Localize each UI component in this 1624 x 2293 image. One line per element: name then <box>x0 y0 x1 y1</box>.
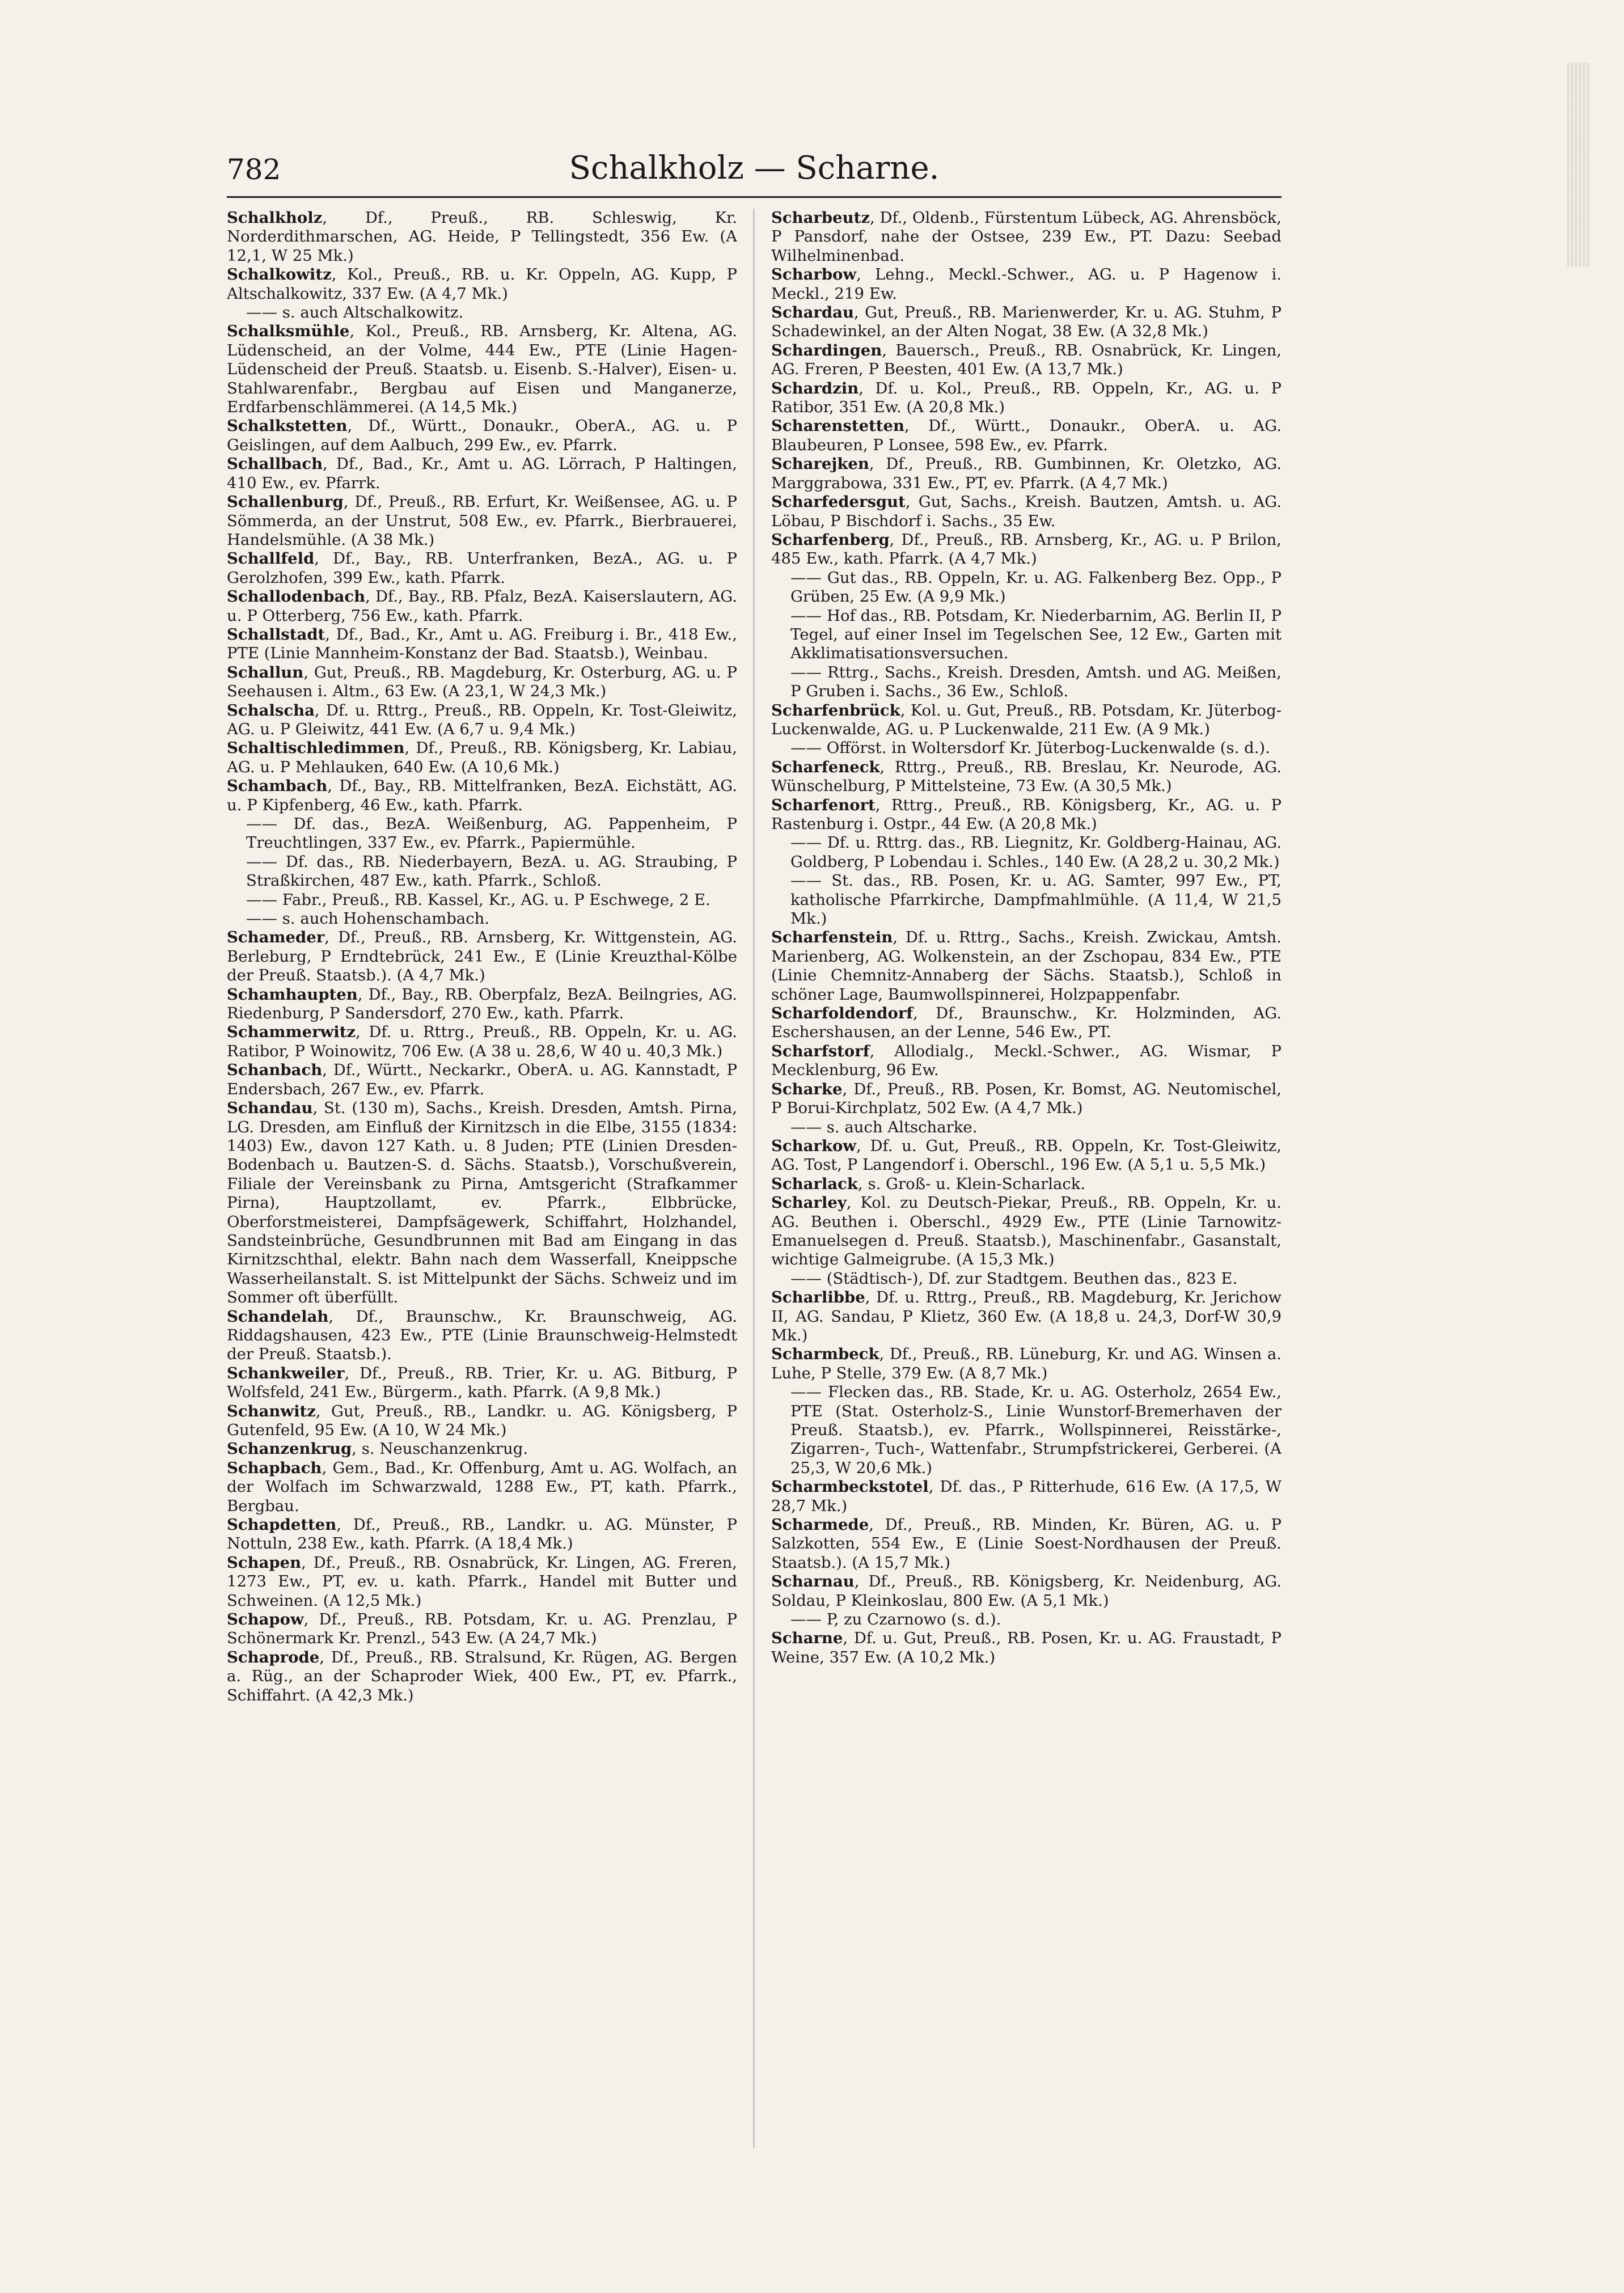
dictionary-entry <box>227 928 737 985</box>
entry-headword: Schalkowitz <box>227 265 332 284</box>
dictionary-entry <box>771 663 1282 701</box>
entry-headword: Scharmbeck <box>771 1345 879 1364</box>
entry-headword: Schapbach <box>227 1458 322 1477</box>
entry-text: —— s. auch Altscharke. <box>790 1118 978 1136</box>
entry-text: , Df., Württ., Donaukr., OberA. u. AG. Blaubeuren, P Lonsee, 598 Ew., ev. Pfarrk. <box>771 417 1282 454</box>
entry-headword: Scharfenort <box>771 796 876 814</box>
right-column <box>771 209 1282 2165</box>
dictionary-entry <box>227 909 737 928</box>
dictionary-entry <box>227 985 737 1023</box>
dictionary-entry <box>227 209 737 265</box>
entry-text: , Df., Preuß., RB. Potsdam, Kr. u. AG. Prenzlau, P Schönermark Kr. Prenzl., 543 Ew. (A 24,7 Mk.) <box>227 1610 737 1648</box>
entry-text: , Df., Preuß., RB. Gumbinnen, Kr. Oletzko, AG. Marggrabowa, 331 Ew., PT, ev. Pfarrk. (A 4,7 Mk.) <box>771 455 1282 492</box>
entry-text: —— Rttrg., Sachs., Kreish. Dresden, Amtsh. und AG. Meißen, P Gruben i. Sachs., 36 Ew., Schloß. <box>790 663 1282 701</box>
dictionary-entry <box>227 1402 737 1440</box>
entry-headword: Schameder <box>227 928 325 947</box>
entry-text: , Df. u. Rttrg., Preuß., RB. Oppeln, Kr. Tost-Gleiwitz, AG. u. P Gleiwitz, 441 Ew. (A 6,7 u. 9,4 Mk.) <box>227 701 737 738</box>
dictionary-entry <box>227 265 737 303</box>
left-column <box>227 209 737 2165</box>
entry-headword: Scharfenberg <box>771 530 890 549</box>
dictionary-entry <box>227 1648 737 1705</box>
entry-headword: Schallun <box>227 663 304 682</box>
entry-text: , Df. das., P Ritterhude, 616 Ew. (A 17,5, W 28,7 Mk.) <box>771 1478 1282 1515</box>
dictionary-entry <box>771 1042 1282 1080</box>
entry-headword: Schandelah <box>227 1307 329 1326</box>
entry-text: , Df., Preuß., RB. Lüneburg, Kr. und AG. Winsen a. Luhe, P Stelle, 379 Ew. (A 8,7 Mk.) <box>771 1345 1282 1382</box>
entry-headword: Schallfeld <box>227 549 315 568</box>
dictionary-entry <box>227 853 737 891</box>
dictionary-entry <box>771 341 1282 379</box>
entry-headword: Scharlibbe <box>771 1288 865 1307</box>
entry-text: , s. Neuschanzenkrug. <box>352 1440 528 1458</box>
page-number: 782 <box>227 153 281 186</box>
entry-text: , Df., Bay., RB. Pfalz, BezA. Kaiserslautern, AG. u. P Otterberg, 756 Ew., kath. Pfarrk. <box>227 587 737 625</box>
entry-text: , Df., Bay., RB. Unterfranken, BezA., AG. u. P Gerolzhofen, 399 Ew., kath. Pfarrk. <box>227 549 737 587</box>
header-rule <box>227 196 1282 198</box>
dictionary-entry <box>771 1516 1282 1572</box>
dictionary-entry <box>771 1610 1282 1629</box>
entry-text: , Df. u. Gut, Preuß., RB. Oppeln, Kr. Tost-Gleiwitz, AG. Tost, P Langendorf i. Oberschl., 196 Ew. (A 5,1 u. 5,5 Mk.) <box>771 1136 1282 1174</box>
entry-text: , Kol., Preuß., RB. u. Kr. Oppeln, AG. Kupp, P Altschalkowitz, 337 Ew. (A 4,7 Mk.) <box>227 265 737 303</box>
entry-text: , Df., Preuß., RB. Königsberg, Kr. Neidenburg, AG. Soldau, P Kleinkoslau, 800 Ew. (A 5,1 Mk.) <box>771 1572 1282 1610</box>
entry-text: —— Df. das., BezA. Weißenburg, AG. Pappenheim, P Treuchtlingen, 337 Ew., ev. Pfarrk., Papiermühle. <box>246 815 737 852</box>
entry-headword: Schardau <box>771 303 854 322</box>
entry-headword: Scharfenbrück <box>771 701 900 720</box>
entry-headword: Schamhaupten <box>227 985 358 1004</box>
dictionary-entry <box>227 1308 737 1364</box>
dictionary-entry <box>771 796 1282 834</box>
entry-text: , Df., Braunschw., Kr. Braunschweig, AG. Riddagshausen, 423 Ew., PTE (Linie Braunschweig-Helmstedt der Preuß. Staatsb.). <box>227 1307 737 1364</box>
entry-text: , Gut, Preuß., RB., Landkr. u. AG. Königsberg, P Gutenfeld, 95 Ew. (A 10, W 24 Mk.) <box>227 1402 737 1439</box>
entry-headword: Schanzenkrug <box>227 1440 352 1458</box>
dictionary-entry <box>771 1080 1282 1118</box>
page-header <box>227 142 1282 198</box>
text-columns <box>227 209 1282 2165</box>
dictionary-entry <box>227 1023 737 1061</box>
entry-headword: Scharbeutz <box>771 209 870 227</box>
dictionary-entry <box>771 1118 1282 1137</box>
dictionary-entry <box>227 1099 737 1307</box>
entry-text: , Df., Preuß., RB. Minden, Kr. Büren, AG. u. P Salzkotten, 554 Ew., E (Linie Soest-Nordhausen der Preuß. Staatsb.). (A 15,7 Mk.) <box>771 1516 1282 1572</box>
entry-text: , Gem., Bad., Kr. Offenburg, Amt u. AG. Wolfach, an der Wolfach im Schwarzwald, 1288 Ew., PT, kath. Pfarrk., Bergbau. <box>227 1458 737 1515</box>
dictionary-entry <box>771 303 1282 341</box>
entry-text: , Df., Preuß., RB. Posen, Kr. Bomst, AG. Neutomischel, P Borui-Kirchplatz, 502 Ew. (A 4,7 Mk.) <box>771 1080 1282 1118</box>
entry-headword: Schapow <box>227 1610 304 1629</box>
dictionary-entry <box>771 569 1282 607</box>
entry-headword: Scharne <box>771 1629 843 1648</box>
entry-headword: Schaltischledimmen <box>227 739 405 758</box>
dictionary-entry <box>227 1610 737 1648</box>
dictionary-entry <box>771 417 1282 455</box>
entry-text: , Df., Preuß., RB. Trier, Kr. u. AG. Bitburg, P Wolfsfeld, 241 Ew., Bürgerm., kath. Pfarrk. (A 9,8 Mk.) <box>227 1364 737 1402</box>
dictionary-entry <box>227 1516 737 1554</box>
entry-text: , Kol. zu Deutsch-Piekar, Preuß., RB. Oppeln, Kr. u. AG. Beuthen i. Oberschl., 4929 Ew., PTE (Linie Tarnowitz-Emanuelsegen d. Preuß. Staatsb.), Maschinenfabr., Gasanstalt, wichtige Galmeigrube. (A 15,3 Mk.) <box>771 1194 1282 1269</box>
dictionary-entry <box>227 1061 737 1099</box>
entry-headword: Scharmbeckstotel <box>771 1478 929 1496</box>
entry-text: , Allodialg., Meckl.-Schwer., AG. Wismar, P Mecklenburg, 96 Ew. <box>771 1042 1282 1080</box>
entry-text: , Df., Bay., RB. Mittelfranken, BezA. Eichstätt, AG. u. P Kipfenberg, 46 Ew., kath. Pfarrk. <box>227 777 737 814</box>
entry-headword: Schardingen <box>771 341 882 359</box>
entry-text: , Kol., Preuß., RB. Arnsberg, Kr. Altena, AG. Lüdenscheid, an der Volme, 444 Ew., PTE (Linie Hagen-Lüdenscheid der Preuß. Staatsb. u. Eisenb. S.-Halver), Eisen- u. Stahlwarenfabr., Bergbau auf Eisen und Manganerze, Erdfarbenschlämmerei. (A 14,5 Mk.) <box>227 322 737 417</box>
dictionary-entry <box>771 455 1282 493</box>
dictionary-entry <box>771 493 1282 531</box>
dictionary-entry <box>771 1288 1282 1345</box>
entry-text: —— P, zu Czarnowo (s. d.). <box>790 1610 1001 1629</box>
dictionary-entry <box>227 739 737 777</box>
dictionary-entry <box>771 209 1282 265</box>
entry-text: , Rttrg., Preuß., RB. Breslau, Kr. Neurode, AG. Wünschelburg, P Mittelsteine, 73 Ew. (A 30,5 Mk.) <box>771 758 1282 796</box>
entry-headword: Scharmede <box>771 1516 869 1534</box>
dictionary-entry <box>771 928 1282 1004</box>
entry-headword: Schambach <box>227 777 328 796</box>
entry-text: —— s. auch Altschalkowitz. <box>246 303 464 322</box>
entry-headword: Schalkholz <box>227 209 323 227</box>
entry-text: , Df., Oldenb., Fürstentum Lübeck, AG. Ahrensböck, P Pansdorf, nahe der Ostsee, 239 Ew., PT. Dazu: Seebad Wilhelminenbad. <box>771 209 1282 265</box>
entry-text: , Df., Bad., Kr., Amt u. AG. Lörrach, P Haltingen, 410 Ew., ev. Pfarrk. <box>227 455 737 492</box>
dictionary-entry <box>771 379 1282 417</box>
entry-text: —— Df. das., RB. Niederbayern, BezA. u. AG. Straubing, P Straßkirchen, 487 Ew., kath. Pfarrk., Schloß. <box>246 852 737 890</box>
entry-text: , Df., Braunschw., Kr. Holzminden, AG. Eschershausen, an der Lenne, 546 Ew., PT. <box>771 1004 1282 1042</box>
entry-text: , Kol. u. Gut, Preuß., RB. Potsdam, Kr. Jüterbog-Luckenwalde, AG. u. P Luckenwalde, 211 Ew. (A 9 Mk.) <box>771 701 1282 738</box>
entry-headword: Schalkstetten <box>227 417 348 435</box>
entry-text: , Df., Preuß., RB. Stralsund, Kr. Rügen, AG. Bergen a. Rüg., an der Schaproder Wiek, 400 Ew., PT, ev. Pfarrk., Schiffahrt. (A 42,3 Mk.) <box>227 1648 737 1704</box>
running-title: Schalkholz — Scharne. <box>569 150 940 187</box>
entry-headword: Scharley <box>771 1194 847 1212</box>
entry-text: , Df., Preuß., RB. Osnabrück, Kr. Lingen, AG. Freren, 1273 Ew., PT, ev. u. kath. Pfarrk., Handel mit Butter und Schweinen. (A 12,5 Mk.) <box>227 1553 737 1610</box>
entry-text: , Df. u. Kol., Preuß., RB. Oppeln, Kr., AG. u. P Ratibor, 351 Ew. (A 20,8 Mk.) <box>771 379 1282 417</box>
entry-text: , Df., Preuß., RB. Schleswig, Kr. Norderdithmarschen, AG. Heide, P Tellingstedt, 356 Ew. (A 12,1, W 25 Mk.) <box>227 209 737 265</box>
entry-text: , Df., Preuß., RB. Königsberg, Kr. Labiau, AG. u. P Mehlauken, 640 Ew. (A 10,6 Mk.) <box>227 739 737 776</box>
dictionary-entry <box>227 1440 737 1458</box>
dictionary-entry <box>771 1004 1282 1042</box>
entry-headword: Schallenburg <box>227 493 344 511</box>
entry-headword: Scharnau <box>771 1572 855 1591</box>
entry-text: , Df., Bad., Kr., Amt u. AG. Freiburg i. Br., 418 Ew., PTE (Linie Mannheim-Konstanz der Bad. Staatsb.), Weinbau. <box>227 625 737 663</box>
dictionary-entry <box>771 739 1282 758</box>
page-edge-shadow <box>1567 62 1590 266</box>
entry-headword: Scharfenstein <box>771 928 893 947</box>
dictionary-entry <box>771 265 1282 303</box>
entry-text: , Df., Preuß., RB. Arnsberg, Kr. Wittgenstein, AG. Berleburg, P Erndtebrück, 241 Ew., E (Linie Kreuzthal-Kölbe der Preuß. Staatsb.). (A 4,7 Mk.) <box>227 928 737 985</box>
entry-headword: Scharfeneck <box>771 758 880 776</box>
dictionary-entry <box>227 701 737 739</box>
dictionary-entry <box>227 1554 737 1610</box>
dictionary-entry <box>771 1345 1282 1383</box>
entry-text: , Gut, Preuß., RB. Magdeburg, Kr. Osterburg, AG. u. P Seehausen i. Altm., 63 Ew. (A 23,1, W 24,3 Mk.) <box>227 663 737 701</box>
entry-text: —— St. das., RB. Posen, Kr. u. AG. Samter, 997 Ew., PT, katholische Pfarrkirche, Dampfmahlmühle. (A 11,4, W 21,5 Mk.) <box>790 871 1282 928</box>
entry-headword: Schaprode <box>227 1648 320 1666</box>
entry-headword: Schardzin <box>771 379 859 397</box>
entry-text: , Df., Bay., RB. Oberpfalz, BezA. Beilngries, AG. Riedenburg, P Sandersdorf, 270 Ew., kath. Pfarrk. <box>227 985 737 1023</box>
entry-text: , Rttrg., Preuß., RB. Königsberg, Kr., AG. u. P Rastenburg i. Ostpr., 44 Ew. (A 20,8 Mk.) <box>771 796 1282 833</box>
dictionary-entry <box>227 493 737 549</box>
entry-headword: Schalscha <box>227 701 315 720</box>
entry-text: , St. (130 m), Sachs., Kreish. Dresden, Amtsh. Pirna, LG. Dresden, am Einfluß der Kirnitzsch in die Elbe, 3155 (1834: 1403) Ew., davon 127 Kath. u. 8 Juden; PTE (Linien Dresden-Bodenbach u. Bautzen-S. d. Sächs. Staatsb.), Vorschußverein, Filiale der Vereinsbank zu Pirna, Amtsgericht (Strafkammer Pirna), Hauptzollamt, ev. Pfarrk., Elbbrücke, Oberforstmeisterei, Dampfsägewerk, Schiffahrt, Holzhandel, Sandsteinbrüche, Gesundbrunnen mit Bad am Eingang in das Kirnitzschthal, elektr. Bahn nach dem Wasserfall, Kneippsche Wasserheilanstalt. S. ist Mittelpunkt der Sächs. Schweiz und im Sommer oft überfüllt. <box>227 1099 737 1307</box>
dictionary-entry <box>227 549 737 587</box>
entry-headword: Scharenstetten <box>771 417 904 435</box>
dictionary-entry <box>771 758 1282 796</box>
dictionary-entry <box>227 1364 737 1402</box>
entry-headword: Schapdetten <box>227 1516 337 1534</box>
entry-text: , Bauersch., Preuß., RB. Osnabrück, Kr. Lingen, AG. Freren, P Beesten, 401 Ew. (A 13,7 Mk.) <box>771 341 1282 379</box>
entry-text: —— s. auch Hohenschambach. <box>246 909 490 928</box>
dictionary-entry <box>771 607 1282 663</box>
entry-text: , Df. u. Rttrg., Preuß., RB. Oppeln, Kr. u. AG. Ratibor, P Woinowitz, 706 Ew. (A 38 u. 28,6, W 40 u. 40,3 Mk.) <box>227 1023 737 1060</box>
entry-headword: Scharke <box>771 1080 843 1098</box>
dictionary-entry <box>771 531 1282 569</box>
dictionary-entry <box>227 777 737 815</box>
entry-text: , Gut, Preuß., RB. Marienwerder, Kr. u. AG. Stuhm, P Schadewinkel, an der Alten Nogat, 38 Ew. (A 32,8 Mk.) <box>771 303 1282 341</box>
entry-headword: Scharejken <box>771 455 869 473</box>
dictionary-entry <box>227 587 737 625</box>
entry-text: —— (Städtisch-), Df. zur Stadtgem. Beuthen das., 823 E. <box>790 1269 1238 1288</box>
entry-headword: Schallstadt <box>227 625 325 644</box>
entry-text: , Df. u. Rttrg., Sachs., Kreish. Zwickau, Amtsh. Marienberg, AG. Wolkenstein, an der Zschopau, 834 Ew., PTE (Linie Chemnitz-Annaberg der Sächs. Staatsb.), Schloß in schöner Lage, Baumwollspinnerei, Holzpappenfabr. <box>771 928 1282 1004</box>
dictionary-entry <box>771 1194 1282 1270</box>
entry-headword: Schammerwitz <box>227 1023 356 1042</box>
entry-text: , Gut, Sachs., Kreish. Bautzen, Amtsh. u. AG. Löbau, P Bischdorf i. Sachs., 35 Ew. <box>771 493 1282 530</box>
entry-headword: Schalksmühle <box>227 322 350 341</box>
entry-headword: Schandau <box>227 1099 313 1118</box>
dictionary-entry <box>771 1478 1282 1516</box>
entry-text: , s. Groß- u. Klein-Scharlack. <box>857 1174 1086 1193</box>
entry-headword: Schanbach <box>227 1061 323 1080</box>
dictionary-entry <box>227 663 737 701</box>
entry-headword: Schallodenbach <box>227 587 366 606</box>
entry-text: , Df. u. Gut, Preuß., RB. Posen, Kr. u. AG. Fraustadt, P Weine, 357 Ew. (A 10,2 Mk.) <box>771 1629 1282 1666</box>
entry-text: , Df., Preuß., RB., Landkr. u. AG. Münster, P Nottuln, 238 Ew., kath. Pfarrk. (A 18,4 Mk.) <box>227 1516 737 1553</box>
dictionary-entry <box>227 891 737 909</box>
dictionary-entry <box>227 1459 737 1516</box>
dictionary-entry <box>227 455 737 493</box>
dictionary-entry <box>227 303 737 322</box>
dictionary-entry <box>771 834 1282 871</box>
entry-text: —— Flecken das., RB. Stade, Kr. u. AG. Osterholz, 2654 Ew., PTE (Stat. Osterholz-S., Linie Wunstorf-Bremerhaven der Preuß. Staatsb.), ev. Pfarrk., Wollspinnerei, Reisstärke-, Zigarren-, Tuch-, Wattenfabr., Strumpfstrickerei, Gerberei. (A 25,3, W 20,6 Mk.) <box>790 1383 1282 1477</box>
dictionary-entry <box>227 625 737 663</box>
dictionary-entry <box>771 1383 1282 1478</box>
dictionary-entry <box>227 815 737 853</box>
entry-text: —— Fabr., Preuß., RB. Kassel, Kr., AG. u. P Eschwege, 2 E. <box>246 890 710 909</box>
entry-headword: Schapen <box>227 1553 302 1572</box>
entry-text: , Lehng., Meckl.-Schwer., AG. u. P Hagenow i. Meckl., 219 Ew. <box>771 265 1282 303</box>
entry-headword: Scharlack <box>771 1174 858 1193</box>
entry-text: —— Gut das., RB. Oppeln, Kr. u. AG. Falkenberg Bez. Opp., P Grüben, 25 Ew. (A 9,9 Mk.) <box>790 568 1282 606</box>
dictionary-entry <box>771 1175 1282 1194</box>
entry-text: —— Hof das., RB. Potsdam, Kr. Niederbarnim, AG. Berlin II, P Tegel, auf einer Insel im Tegelschen See, 12 Ew., Garten mit Akklimatisationsversuchen. <box>790 606 1282 663</box>
entry-headword: Scharbow <box>771 265 857 284</box>
entry-text: , Df., Württ., Donaukr., OberA., AG. u. P Geislingen, auf dem Aalbuch, 299 Ew., ev. Pfarrk. <box>227 417 737 454</box>
entry-text: , Df., Württ., Neckarkr., OberA. u. AG. Kannstadt, P Endersbach, 267 Ew., ev. Pfarrk. <box>227 1061 737 1098</box>
entry-text: —— Df. u. Rttrg. das., RB. Liegnitz, Kr. Goldberg-Hainau, AG. Goldberg, P Lobendau i. Schles., 140 Ew. (A 28,2 u. 30,2 Mk.) <box>790 834 1282 871</box>
dictionary-entry <box>771 1572 1282 1610</box>
entry-headword: Schallbach <box>227 455 323 473</box>
dictionary-entry <box>771 1629 1282 1667</box>
dictionary-entry <box>771 871 1282 928</box>
entry-text: , Df. u. Rttrg., Preuß., RB. Magdeburg, Kr. Jerichow II, AG. Sandau, P Klietz, 360 Ew. (A 18,8 u. 24,3, Dorf-W 30,9 Mk.) <box>771 1288 1282 1344</box>
entry-text: , Df., Preuß., RB. Erfurt, Kr. Weißensee, AG. u. P Sömmerda, an der Unstrut, 508 Ew., ev. Pfarrk., Bierbrauerei, Handelsmühle. (A 38 Mk.) <box>227 493 737 549</box>
dictionary-entry <box>227 417 737 455</box>
dictionary-entry <box>771 1137 1282 1175</box>
entry-headword: Schanwitz <box>227 1402 316 1420</box>
entry-text: —— Offörst. in Woltersdorf Kr. Jüterbog-Luckenwalde (s. d.). <box>790 739 1270 758</box>
entry-headword: Scharfedersgut <box>771 493 906 511</box>
entry-headword: Schankweiler <box>227 1364 345 1382</box>
entry-headword: Scharfoldendorf <box>771 1004 914 1023</box>
entry-headword: Scharkow <box>771 1136 856 1155</box>
entry-text: , Df., Preuß., RB. Arnsberg, Kr., AG. u. P Brilon, 485 Ew., kath. Pfarrk. (A 4,7 Mk.) <box>771 530 1282 568</box>
entry-headword: Scharfstorf <box>771 1042 870 1060</box>
dictionary-entry <box>227 322 737 417</box>
dictionary-entry <box>771 1270 1282 1288</box>
dictionary-entry <box>771 701 1282 739</box>
